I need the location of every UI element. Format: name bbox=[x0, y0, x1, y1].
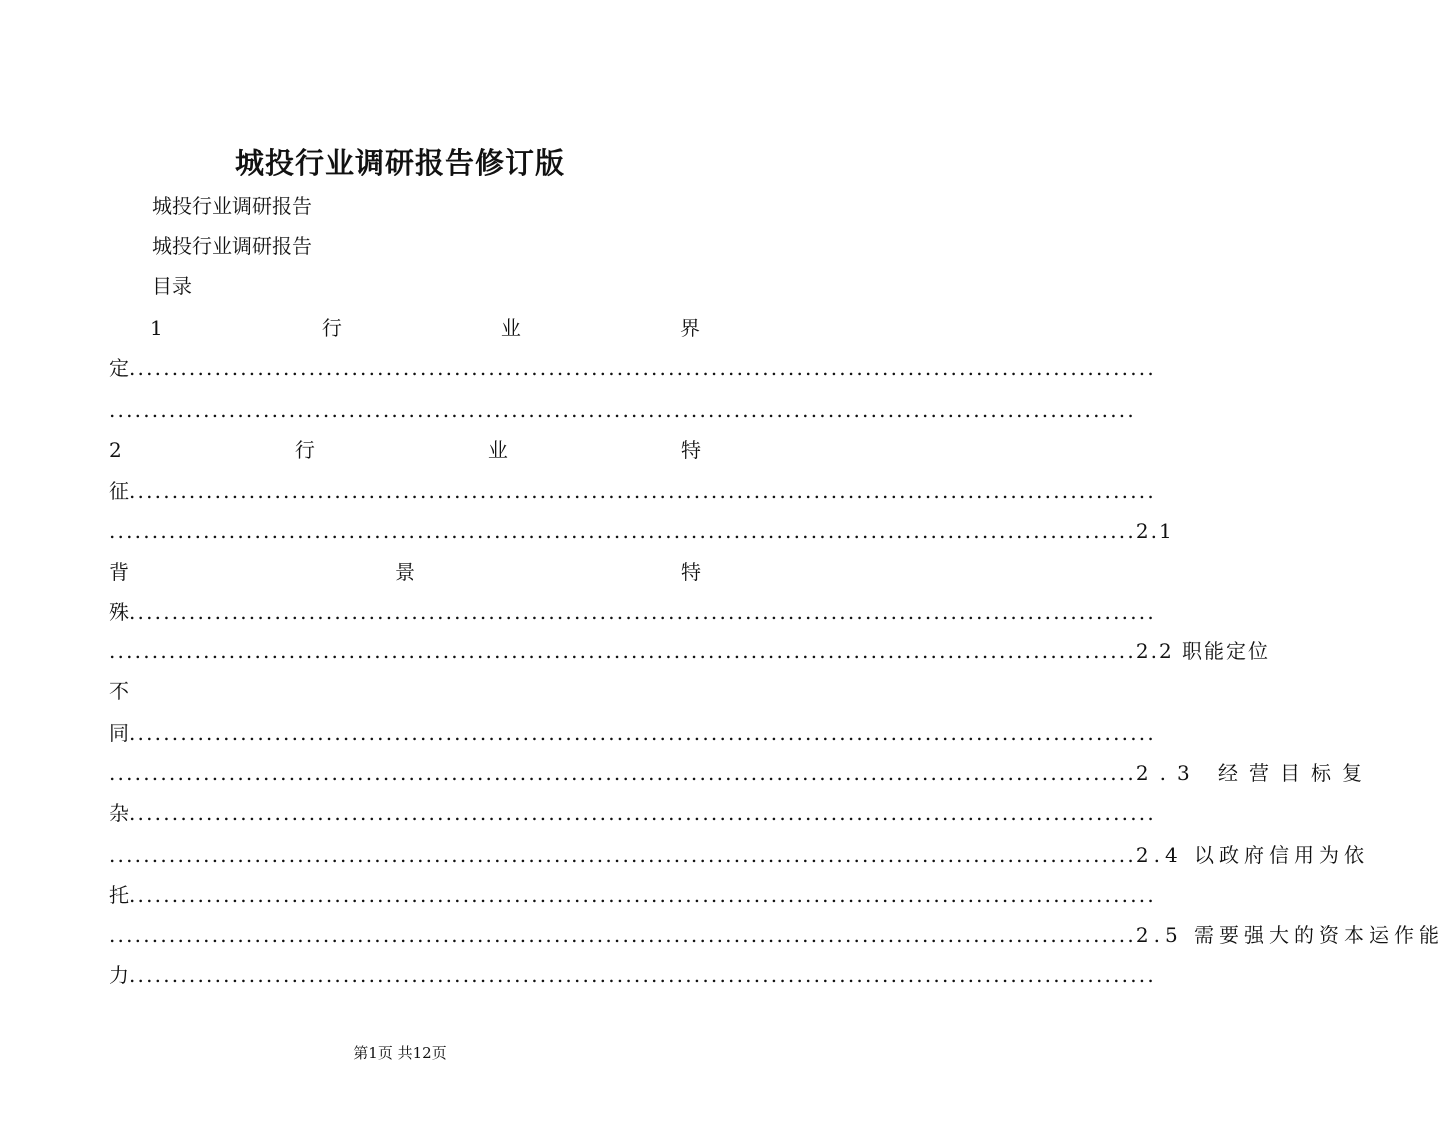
toc-text: 1 bbox=[150, 316, 163, 340]
toc-line-16 bbox=[109, 920, 1444, 950]
subtitle-line-1: 城投行业调研报告 bbox=[152, 194, 312, 218]
subtitle-line-2: 城投行业调研报告 bbox=[152, 234, 312, 258]
toc-text: 2.2 职能定位 bbox=[1135, 639, 1271, 663]
toc-text: 托 bbox=[109, 883, 129, 907]
toc-text: 2.5 需要强大的资本运作能 bbox=[1135, 923, 1444, 947]
toc-line-17 bbox=[109, 960, 1156, 990]
toc-text: 2.4 以政府信用为依 bbox=[1135, 843, 1370, 867]
toc-text: 行 bbox=[321, 316, 342, 340]
toc-line-13 bbox=[109, 798, 1156, 828]
toc-text: 2.3 经营目标复 bbox=[1135, 761, 1374, 785]
toc-line-4 bbox=[109, 435, 701, 465]
toc-text: 2.1 bbox=[1135, 519, 1174, 543]
toc-line-5 bbox=[109, 476, 1156, 506]
toc-text: 力 bbox=[109, 963, 129, 987]
dot-leader: ........................................................................................................................ bbox=[109, 519, 1136, 543]
dot-leader: ........................................................................................................................ bbox=[109, 398, 1136, 422]
dot-leader: ........................................................................................................................ bbox=[129, 479, 1156, 503]
toc-heading: 目录 bbox=[152, 274, 192, 298]
dot-leader: ........................................................................................................................ bbox=[109, 639, 1136, 663]
dot-leader: ........................................................................................................................ bbox=[109, 761, 1136, 785]
toc-text: 征 bbox=[109, 479, 129, 503]
toc-text: 2 bbox=[109, 438, 122, 462]
page-footer: 第1页 共12页 bbox=[353, 1044, 447, 1062]
toc-line-3 bbox=[109, 395, 1136, 425]
dot-leader: ........................................................................................................................ bbox=[129, 883, 1156, 907]
toc-line-15 bbox=[109, 880, 1156, 910]
toc-line-10 bbox=[109, 676, 715, 706]
toc-text: 行 bbox=[294, 438, 315, 462]
toc-line-9 bbox=[109, 636, 1271, 666]
dot-leader: ........................................................................................................................ bbox=[129, 600, 1156, 624]
toc-text: 业 bbox=[500, 316, 521, 340]
toc-text: 背 bbox=[109, 560, 129, 584]
toc-text: 殊 bbox=[109, 600, 129, 624]
dot-leader: ........................................................................................................................ bbox=[129, 356, 1156, 380]
toc-text: 业 bbox=[487, 438, 508, 462]
toc-text: 特 bbox=[680, 438, 701, 462]
toc-text: 同 bbox=[109, 721, 129, 745]
dot-leader: ........................................................................................................................ bbox=[109, 843, 1136, 867]
toc-text: 界 bbox=[679, 316, 700, 340]
dot-leader: ........................................................................................................................ bbox=[129, 721, 1156, 745]
dot-leader: ........................................................................................................................ bbox=[129, 801, 1156, 825]
toc-text: 定 bbox=[109, 356, 129, 380]
dot-leader: ........................................................................................................................ bbox=[109, 923, 1136, 947]
toc-line-2 bbox=[109, 353, 1156, 383]
toc-text: 不 bbox=[109, 679, 129, 703]
toc-line-14 bbox=[109, 840, 1370, 870]
toc-line-8 bbox=[109, 597, 1156, 627]
toc-line-11 bbox=[109, 718, 1156, 748]
toc-text: 景 bbox=[395, 560, 415, 584]
toc-text: 特 bbox=[681, 560, 701, 584]
toc-line-12 bbox=[109, 758, 1374, 788]
toc-line-6 bbox=[109, 516, 1174, 546]
toc-line-7 bbox=[109, 557, 701, 587]
toc-line-1 bbox=[150, 313, 700, 343]
toc-text: 杂 bbox=[109, 801, 129, 825]
document-title: 城投行业调研报告修订版 bbox=[234, 146, 565, 180]
dot-leader: ........................................................................................................................ bbox=[129, 963, 1156, 987]
